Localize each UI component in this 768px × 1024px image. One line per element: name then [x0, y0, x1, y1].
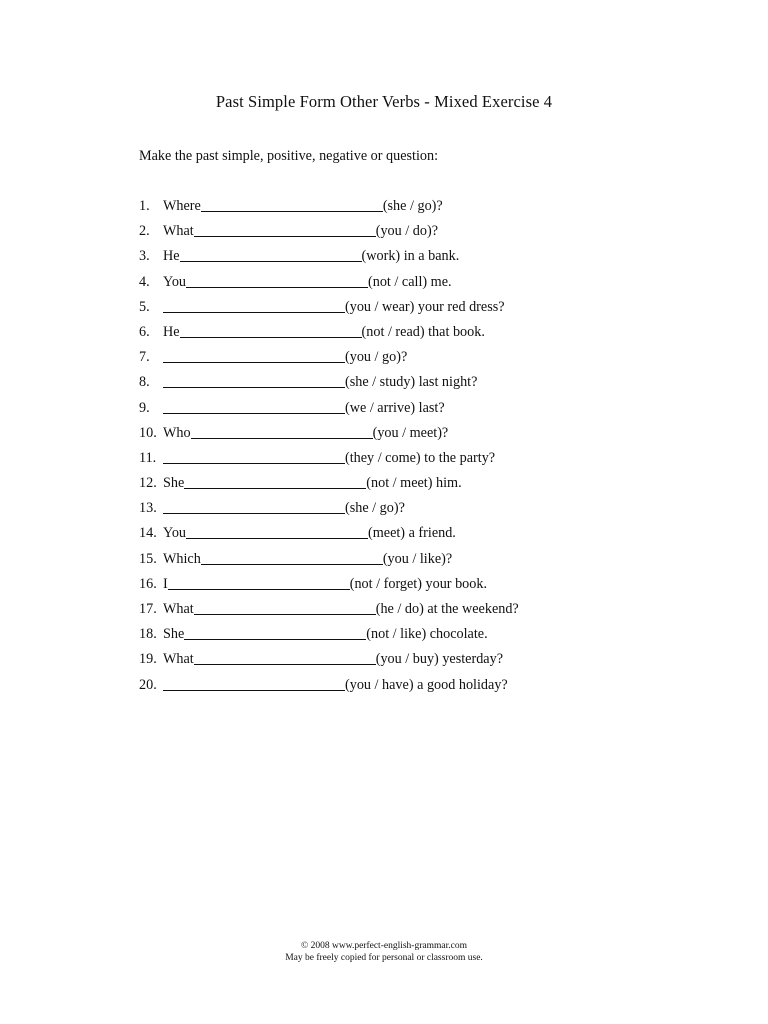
- exercise-item: [139, 523, 699, 548]
- item-prompt-end: (you / like)?: [382, 550, 453, 567]
- item-number: 10.: [139, 424, 157, 441]
- item-number: 15.: [139, 550, 157, 567]
- instruction-text: Make the past simple, positive, negative or question:: [139, 148, 439, 164]
- item-number: 5.: [139, 298, 150, 315]
- exercise-item: [139, 574, 699, 599]
- answer-blank[interactable]: [180, 247, 362, 262]
- item-number: 18.: [139, 626, 157, 643]
- item-prompt-end: (you / wear) your red dress?: [345, 298, 505, 315]
- item-number: 17.: [139, 601, 157, 617]
- exercise-item: [139, 246, 699, 271]
- answer-blank[interactable]: [163, 298, 345, 313]
- answer-blank[interactable]: [184, 474, 366, 489]
- item-prompt-start: She: [163, 626, 185, 643]
- answer-blank[interactable]: [191, 424, 373, 439]
- exercise-item: [139, 423, 699, 448]
- item-prompt-end: (they / come) to the party?: [345, 449, 496, 466]
- item-prompt-end: (not / like) chocolate.: [366, 626, 488, 643]
- item-number: 3.: [139, 248, 150, 265]
- exercise-list: [139, 196, 699, 700]
- exercise-item: [139, 498, 699, 523]
- answer-blank[interactable]: [163, 676, 345, 691]
- answer-blank[interactable]: [201, 550, 383, 565]
- exercise-item: [139, 473, 699, 498]
- answer-blank[interactable]: [184, 625, 366, 640]
- item-prompt-end: (meet) a friend.: [368, 525, 456, 542]
- item-number: 12.: [139, 475, 157, 492]
- item-prompt-end: (you / have) a good holiday?: [345, 676, 508, 693]
- exercise-item: [139, 675, 699, 700]
- exercise-item: [139, 196, 699, 221]
- item-prompt-start: What: [163, 651, 194, 668]
- item-prompt-start: Where: [163, 198, 201, 214]
- item-number: 8.: [139, 374, 150, 391]
- exercise-item: [139, 372, 699, 397]
- item-prompt-end: (not / forget) your book.: [349, 575, 487, 592]
- item-prompt-end: (she / go)?: [382, 198, 443, 214]
- item-number: 14.: [139, 525, 157, 542]
- item-number: 9.: [139, 399, 150, 416]
- item-number: 11.: [139, 449, 157, 466]
- answer-blank[interactable]: [194, 650, 376, 665]
- item-prompt-end: (you / meet)?: [372, 424, 449, 441]
- item-prompt-start: What: [163, 601, 194, 617]
- item-number: 1.: [139, 198, 150, 214]
- item-number: 6.: [139, 323, 150, 340]
- answer-blank[interactable]: [186, 524, 368, 539]
- exercise-item: [139, 297, 699, 322]
- license-text: May be freely copied for personal or classroom use.: [285, 953, 483, 963]
- item-number: 4.: [139, 273, 150, 290]
- item-number: 20.: [139, 676, 157, 693]
- exercise-item: [139, 322, 699, 347]
- exercise-item: [139, 599, 699, 624]
- answer-blank[interactable]: [194, 600, 376, 615]
- item-prompt-start: Which: [163, 550, 201, 567]
- exercise-item: [139, 221, 699, 246]
- exercise-item: [139, 649, 699, 674]
- copyright-text: © 2008 www.perfect-english-grammar.com: [301, 941, 467, 951]
- item-prompt-end: (work) in a bank.: [361, 248, 460, 265]
- item-prompt-start: I: [163, 575, 168, 592]
- item-number: 2.: [139, 223, 150, 240]
- item-prompt-start: He: [163, 323, 180, 340]
- item-prompt-end: (you / buy) yesterday?: [375, 651, 503, 668]
- exercise-item: [139, 272, 699, 297]
- item-number: 7.: [139, 349, 150, 366]
- item-prompt-end: (not / read) that book.: [361, 323, 485, 340]
- item-prompt-end: (not / call) me.: [368, 273, 452, 290]
- answer-blank[interactable]: [194, 222, 376, 237]
- item-prompt-start: You: [163, 273, 187, 290]
- item-number: 13.: [139, 500, 157, 517]
- answer-blank[interactable]: [163, 373, 345, 388]
- answer-blank[interactable]: [186, 273, 368, 288]
- answer-blank[interactable]: [180, 323, 362, 338]
- item-prompt-end: (not / meet) him.: [366, 475, 462, 492]
- item-prompt-end: (she / study) last night?: [345, 374, 478, 391]
- answer-blank[interactable]: [163, 499, 345, 514]
- item-prompt-start: What: [163, 223, 194, 240]
- item-number: 16.: [139, 575, 157, 592]
- item-number: 19.: [139, 651, 157, 668]
- item-prompt-start: Who: [163, 424, 191, 441]
- answer-blank[interactable]: [163, 348, 345, 363]
- page-title: Past Simple Form Other Verbs - Mixed Exercise 4: [215, 92, 553, 111]
- exercise-item: [139, 448, 699, 473]
- exercise-item: [139, 624, 699, 649]
- answer-blank[interactable]: [163, 399, 345, 414]
- item-prompt-end: (we / arrive) last?: [345, 399, 445, 416]
- item-prompt-end: (you / do)?: [375, 223, 438, 240]
- answer-blank[interactable]: [163, 449, 345, 464]
- footer: [0, 940, 768, 964]
- item-prompt-end: (he / do) at the weekend?: [375, 601, 519, 617]
- exercise-item: [139, 347, 699, 372]
- item-prompt-start: She: [163, 475, 185, 492]
- exercise-item: [139, 549, 699, 574]
- answer-blank[interactable]: [168, 575, 350, 590]
- item-prompt-start: You: [163, 525, 187, 542]
- item-prompt-start: He: [163, 248, 180, 265]
- item-prompt-end: (she / go)?: [345, 500, 405, 517]
- answer-blank[interactable]: [201, 197, 383, 212]
- exercise-item: [139, 398, 699, 423]
- item-prompt-end: (you / go)?: [345, 349, 408, 366]
